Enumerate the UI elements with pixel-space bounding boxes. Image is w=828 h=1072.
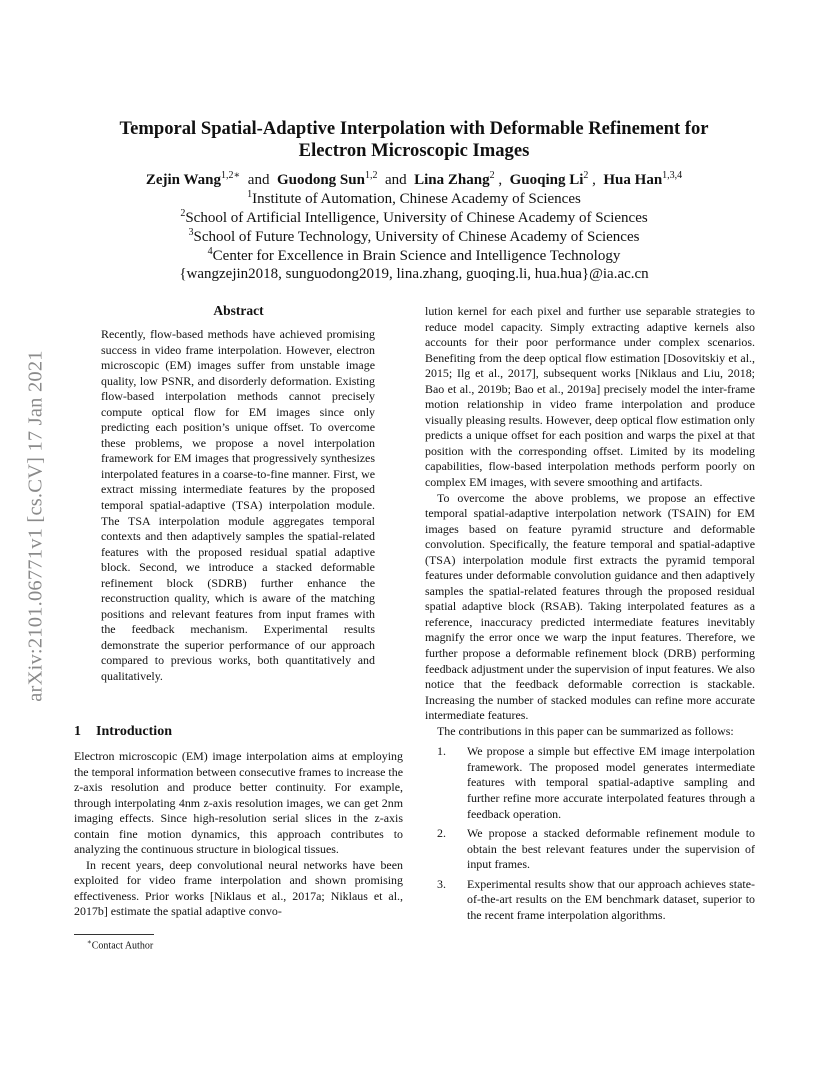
contribution-text: Experimental results show that our approach achieves state-of-the-art results on the EM benchmark dataset, superior to the recent frame interpolation algorithms. [467,876,755,922]
affiliation-mark: 2 [180,208,186,219]
body-paragraph: lution kernel for each pixel and further use separable strategies to reduce model capacity. Simply extracting adaptive kernels also accounts for their poor performance under complex scenarios. Benefiting from the deep optical flow estimation [Dosovitskiy et al., 2015; Ilg et al., 2017], subsequent works [Niklaus and Liu, 2018; Bao et al., 2019b; Bao et al., 2019a] precisely model the inter-frame motion relationship in video frame interpolation and produce visually pleasing results. However, deep optical flow estimation only predicts a unique offset for each position and warps the pixel at that position with the corresponding offset. Limited by its modeling capabilities, flow-based interpolation methods perform poorly on complex EM images, with severe smoothing and artifacts. [425,304,755,490]
arxiv-stamp [23,293,49,759]
section-heading [74,724,172,740]
arxiv-identifier: arXiv:2101.06771v1 [cs.CV] 17 Jan 2021 [24,350,47,702]
section-number: 1 [74,724,81,739]
contribution-text: We propose a stacked deformable refinement module to obtain the best relevant features under the supervision of input frames. [467,826,755,872]
author-list: Zejin Wang$^{1,2∗}$ and Guodong Sun$^{1,2}$ and Lina Zhang$^2$ , Guoqing Li$^2$ , Hua Han$^{1,3,4}$ [145,170,683,188]
footnote-text: Contact Author [91,940,154,952]
affiliation [60,228,768,247]
affiliation-mark: 3 [188,227,194,238]
footnote-mark: ∗ [87,938,92,946]
footnote [87,938,153,951]
affiliation-text: Institute of Automation, Chinese Academy of Sciences [252,191,581,207]
paper-title [60,118,768,162]
contribution-item [425,877,755,924]
affiliation [60,209,768,228]
author-affil-mark: 1,2 [364,170,378,181]
affiliation-text: School of Artificial Intelligence, University of Chinese Academy of Sciences [185,210,648,226]
list-number: 3. [437,876,446,891]
author-name: Hua Han [603,172,663,188]
affiliation-mark: 1 [247,189,253,200]
author-affil-mark: 2 [583,170,589,181]
abstract-heading: Abstract [213,303,264,318]
affiliation-text: School of Future Technology, University of Chinese Academy of Sciences [193,229,640,245]
author-affil-mark: 2 [489,170,495,181]
footnote-divider [74,934,154,935]
author-and: and [247,172,270,188]
author-name: Guodong Sun [276,172,365,188]
affiliation-text: Center for Excellence in Brain Science and Intelligence Technology [212,248,621,264]
affiliation [60,247,768,266]
contribution-item [425,826,755,873]
author-name: Lina Zhang [414,172,490,188]
abstract-body [101,327,375,685]
affiliation-mark: 4 [207,246,213,257]
author-name: Zejin Wang [145,172,221,188]
left-column-body [74,749,403,920]
body-paragraph: The contributions in this paper can be summarized as follows: [437,723,734,738]
author-and: and [384,172,407,188]
list-number: 1. [437,744,446,759]
contribution-item [425,744,755,822]
contribution-list [425,744,755,923]
section-title: Introduction [96,724,172,739]
right-column-body [425,304,755,927]
author-affil-mark: 1,2∗ [221,170,241,181]
intro-paragraph: Electron microscopic (EM) image interpolation aims at employing the temporal information between consecutive frames to increase the z-axis resolution and produce better continuity. For example, through interpolating 4nm z-axis resolution images, we can get 2nm imaging effects. Since high-resolution serial slices in the z-axis contain fine motion dynamics, this approach contributes to analyzing the continuous structure in biological tissues. [74,749,403,857]
author-affil-mark: 1,3,4 [662,170,683,181]
affiliation [60,190,768,209]
abstract-text: Recently, flow-based methods have achieved promising success in video frame interpolation. However, electron microscopic (EM) images suffer from unstable image quality, low PSNR, and disorderly deformation. Existing flow-based interpolation methods cannot precisely compute optical flow for EM images since only predicting each position’s unique offset. To overcome these problems, we propose a novel interpolation framework for EM images that progressively synthesizes interpolated features in a coarse-to-fine manner. First, we extract missing intermediate features by the proposed temporal spatial-adaptive (TSA) interpolation module. The TSA interpolation module aggregates temporal contexts and then adaptively samples the spatial-related features with the proposed residual spatial adaptive block. Second, we introduce a stacked deformable refinement block (SDRB) further enhance the reconstruction quality, which is aware of the matching positions and relevant features from input frames with the feedback mechanism. Experimental results demonstrate the superior performance of our approach compared to previous works, both quantitatively and qualitatively. [101,327,375,684]
title-line-2: Electron Microscopic Images [298,140,530,161]
list-number: 2. [437,826,446,841]
author-emails: {wangzejin2018, sunguodong2019, lina.zhang, guoqing.li, hua.hua}@ia.ac.cn [179,266,649,282]
intro-paragraph: In recent years, deep convolutional neural networks have been exploited for video frame interpolation and shown promising effectiveness. Prior works [Niklaus et al., 2017a; Niklaus et al., 2017b] estimate the spatial adaptive convo- [74,857,403,919]
author-name: Guoqing Li [509,172,584,188]
title-line-1: Temporal Spatial-Adaptive Interpolation with Deformable Refinement for [119,118,709,139]
body-paragraph: To overcome the above problems, we propose an effective temporal spatial-adaptive interpolation network (TSAIN) for EM images based on feature pyramid structure and deformable convolution. Specifically, the feature temporal and spatial-adaptive (TSA) interpolation module first extracts the pyramid temporal features under deformable convolution guidance and then adaptively samples the spatial-related features through the proposed residual spatial adaptive block (RSAB). Taking interpolated features as a reference, inaccuracy predicted intermediate features inevitably magnify the error once we warp the input features. Therefore, we further propose a deformable refinement block (DRB) performing feedback adjustment under the supervision of input features. We also notice that the feedback deformable correction is stackable. Increasing the number of stacked modules can refine more accurate intermediate features. [425,490,755,723]
contribution-text: We propose a simple but effective EM image interpolation framework. The proposed model generates intermediate features with temporal spatial-adaptive sampling and further refine more accurate interpolated features through a feedback operation. [467,744,755,821]
